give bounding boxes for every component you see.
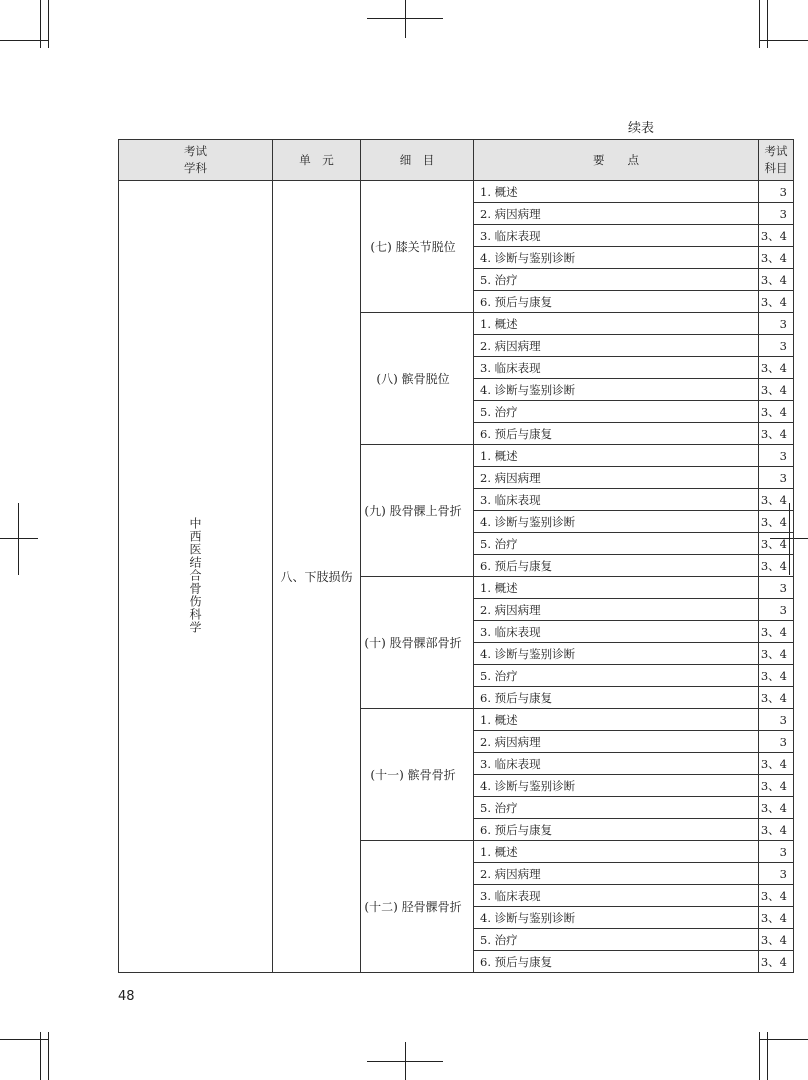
point-cell: 4. 诊断与鉴别诊断 [474,511,759,533]
exam-level-cell: 3、4 [759,533,794,555]
exam-level-cell: 3、4 [759,423,794,445]
point-cell: 1. 概述 [474,709,759,731]
exam-level-cell: 3 [759,841,794,863]
continued-label: 续表 [628,121,655,136]
exam-level-cell: 3、4 [759,379,794,401]
exam-level-cell: 3 [759,181,794,203]
exam-level-cell: 3 [759,335,794,357]
exam-level-cell: 3、4 [759,907,794,929]
point-cell: 5. 治疗 [474,269,759,291]
exam-level-cell: 3 [759,863,794,885]
point-cell: 6. 预后与康复 [474,555,759,577]
exam-level-cell: 3、4 [759,797,794,819]
exam-level-cell: 3、4 [759,489,794,511]
point-cell: 2. 病因病理 [474,599,759,621]
point-cell: 2. 病因病理 [474,335,759,357]
exam-level-cell: 3 [759,599,794,621]
point-cell: 6. 预后与康复 [474,819,759,841]
point-cell: 4. 诊断与鉴别诊断 [474,775,759,797]
exam-level-cell: 3、4 [759,665,794,687]
exam-level-cell: 3、4 [759,951,794,973]
point-cell: 2. 病因病理 [474,863,759,885]
exam-level-cell: 3、4 [759,885,794,907]
point-cell: 4. 诊断与鉴别诊断 [474,643,759,665]
exam-level-cell: 3、4 [759,511,794,533]
point-cell: 5. 治疗 [474,929,759,951]
point-cell: 2. 病因病理 [474,467,759,489]
exam-level-cell: 3 [759,577,794,599]
subject-label: 中西医结合骨伤科学 [188,516,202,634]
point-cell: 3. 临床表现 [474,225,759,247]
header-unit: 单 元 [273,140,361,181]
unit-cell: 八、下肢损伤 [273,181,361,973]
point-cell: 4. 诊断与鉴别诊断 [474,379,759,401]
exam-level-cell: 3、4 [759,819,794,841]
exam-level-cell: 3、4 [759,621,794,643]
point-cell: 3. 临床表现 [474,885,759,907]
point-cell: 6. 预后与康复 [474,291,759,313]
exam-level-cell: 3、4 [759,401,794,423]
header-detail: 细 目 [361,140,474,181]
point-cell: 6. 预后与康复 [474,951,759,973]
exam-level-cell: 3、4 [759,247,794,269]
exam-level-cell: 3、4 [759,357,794,379]
point-cell: 5. 治疗 [474,401,759,423]
point-cell: 1. 概述 [474,181,759,203]
point-cell: 3. 临床表现 [474,753,759,775]
header-exam-level: 考试 科目 [759,140,794,181]
point-cell: 6. 预后与康复 [474,687,759,709]
exam-level-cell: 3、4 [759,775,794,797]
exam-level-cell: 3 [759,467,794,489]
exam-level-cell: 3 [759,445,794,467]
point-cell: 3. 临床表现 [474,489,759,511]
table-body [119,181,794,973]
point-cell: 1. 概述 [474,841,759,863]
detail-cell: (十二) 胫骨髁骨折 [361,841,474,973]
syllabus-table [118,139,794,973]
exam-level-cell: 3、4 [759,929,794,951]
point-cell: 4. 诊断与鉴别诊断 [474,907,759,929]
exam-level-cell: 3 [759,203,794,225]
exam-level-cell: 3、4 [759,753,794,775]
point-cell: 3. 临床表现 [474,621,759,643]
point-cell: 5. 治疗 [474,797,759,819]
detail-cell: (八) 髌骨脱位 [361,313,474,445]
detail-cell: (七) 膝关节脱位 [361,181,474,313]
exam-level-cell: 3 [759,313,794,335]
point-cell: 5. 治疗 [474,533,759,555]
exam-level-cell: 3、4 [759,687,794,709]
detail-cell: (九) 股骨髁上骨折 [361,445,474,577]
exam-level-cell: 3、4 [759,555,794,577]
exam-level-cell: 3、4 [759,643,794,665]
exam-level-cell: 3、4 [759,291,794,313]
page-number: 48 [118,989,135,1004]
header-points: 要 点 [474,140,759,181]
point-cell: 6. 预后与康复 [474,423,759,445]
detail-cell: (十) 股骨髁部骨折 [361,577,474,709]
point-cell: 1. 概述 [474,313,759,335]
exam-level-cell: 3 [759,731,794,753]
point-cell: 5. 治疗 [474,665,759,687]
point-cell: 3. 临床表现 [474,357,759,379]
header-subject: 考试 学科 [119,140,273,181]
table-row [119,181,794,203]
point-cell: 4. 诊断与鉴别诊断 [474,247,759,269]
point-cell: 2. 病因病理 [474,203,759,225]
exam-level-cell: 3、4 [759,269,794,291]
subject-cell [119,181,273,973]
exam-level-cell: 3 [759,709,794,731]
table-header-row [119,140,794,181]
point-cell: 2. 病因病理 [474,731,759,753]
point-cell: 1. 概述 [474,445,759,467]
detail-cell: (十一) 髌骨骨折 [361,709,474,841]
exam-level-cell: 3、4 [759,225,794,247]
point-cell: 1. 概述 [474,577,759,599]
